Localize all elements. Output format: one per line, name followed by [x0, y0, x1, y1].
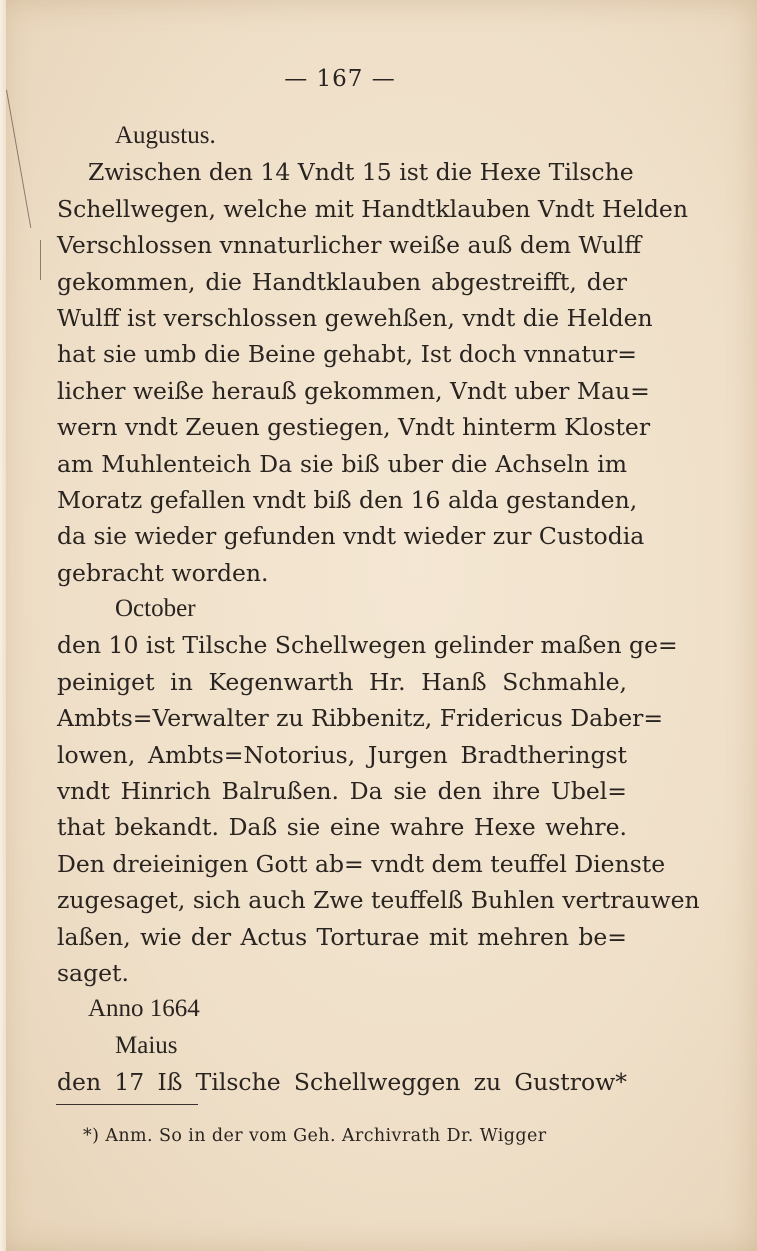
margin-mark	[40, 240, 41, 280]
main-text	[57, 118, 700, 1101]
text-line: vndt Hinrich Balrußen. Da sie den ihre Ubel=	[57, 777, 627, 806]
text-line: den 17 Iß Tilsche Schellweggen zu Gustrow*	[57, 1068, 627, 1097]
text-line: Schellwegen, welche mit Handtklauben Vndt Helden	[57, 194, 688, 223]
text-line: hat sie umb die Beine gehabt, Ist doch vnnatur=	[57, 340, 637, 369]
paragraph-october	[57, 627, 700, 991]
text-line: Ambts=Verwalter zu Ribbenitz, Fridericus Daber=	[57, 704, 664, 733]
section-heading-anno: Anno 1664	[88, 995, 200, 1023]
text-line: den 10 ist Tilsche Schellwegen gelinder maßen ge=	[57, 631, 678, 660]
text-line: zugesaget, sich auch Zwe teuffelß Buhlen vertrauwen	[57, 886, 700, 915]
text-line: Zwischen den 14 Vndt 15 ist die Hexe Tilsche	[88, 158, 634, 187]
footnote: *) Anm. So in der vom Geh. Archivrath Dr. Wigger	[83, 1126, 547, 1146]
footnote-divider	[56, 1104, 198, 1105]
section-heading-october: October	[115, 595, 196, 623]
text-line: licher weiße herauß gekommen, Vndt uber Mau=	[57, 376, 650, 405]
margin-mark	[6, 90, 31, 228]
text-line: Verschlossen vnnaturlicher weiße auß dem Wulff	[57, 231, 642, 260]
text-line: Wulff ist verschlossen gewehßen, vndt die Helden	[57, 303, 653, 332]
paragraph-augustus	[57, 154, 688, 591]
text-line: Moratz gefallen vndt biß den 16 alda gestanden,	[57, 485, 638, 514]
section-heading-augustus: Augustus.	[115, 122, 216, 149]
text-line: da sie wieder gefunden vndt wieder zur Custodia	[57, 522, 645, 551]
text-line: peiniget in Kegenwarth Hr. Hanß Schmahle,	[57, 667, 627, 696]
text-line: gebracht worden.	[57, 558, 269, 587]
section-heading-maius: Maius	[115, 1031, 178, 1059]
text-line: lowen, Ambts=Notorius, Jurgen Bradtheringst	[57, 740, 627, 769]
text-line: am Muhlenteich Da sie biß uber die Achseln im	[57, 449, 627, 478]
text-line: gekommen, die Handtklauben abgestreifft, der	[57, 267, 627, 296]
text-line: wern vndt Zeuen gestiegen, Vndt hinterm Kloster	[57, 413, 651, 442]
page-number: — 167 —	[284, 66, 396, 92]
page-edge	[0, 0, 6, 1251]
text-line: saget.	[57, 958, 129, 987]
text-line: Den dreieinigen Gott ab= vndt dem teuffel Dienste	[57, 849, 666, 878]
text-line: that bekandt. Daß sie eine wahre Hexe wehre.	[57, 813, 627, 842]
text-line: laßen, wie der Actus Torturae mit mehren be=	[57, 922, 627, 951]
